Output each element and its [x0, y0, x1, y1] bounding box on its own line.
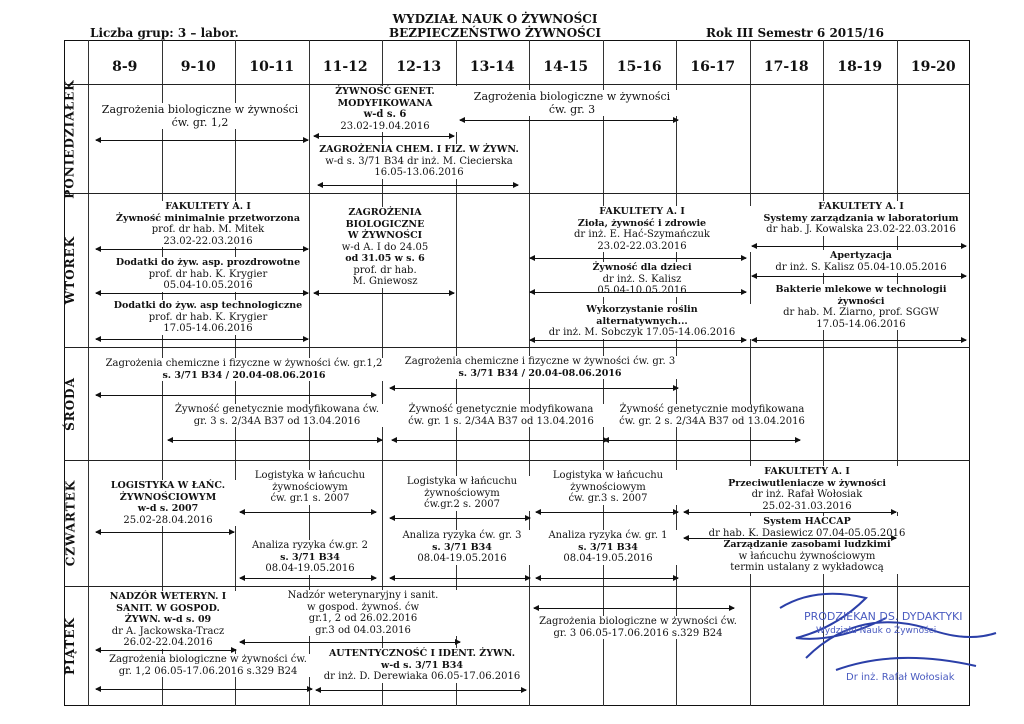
class-block: Zagrożenia biologiczne w żywności ćw. gr. 3 06.05-17.06.2016 s.329 B24 — [536, 616, 740, 639]
program-title: BEZPIECZEŃSTWO ŻYWNOŚCI — [388, 26, 601, 40]
day-thursday: CZWARTEK — [63, 479, 78, 567]
class-block: Zagrożenia chemiczne i fizyczne w żywności ćw. gr. 3 s. 3/71 B34 / 20.04-08.06.2016 — [398, 356, 682, 379]
hour-header: 9-10 — [180, 59, 216, 75]
time-span-arrow — [392, 440, 608, 441]
stamp-line: Dr inż. Rafał Wołosiak — [846, 672, 955, 683]
class-block: Nadzór weterynaryjny i sanit. w gospod. żywnoś. ćw gr.1, 2 od 26.02.2016 gr.3 od 04.03.2016 — [256, 590, 470, 636]
hour-header: 16-17 — [690, 59, 736, 75]
class-block: Zagrożenia biologiczne w żywności ćw. gr. 1,2 — [92, 103, 308, 129]
hour-header: 10-11 — [249, 59, 295, 75]
time-span-arrow — [314, 136, 454, 137]
day-monday: PONIEDZIAŁEK — [63, 78, 78, 199]
class-block: Zagrożenia biologiczne w żywności ćw. gr. 1,2 06.05-17.06.2016 s.329 B24 — [96, 654, 320, 677]
class-block: Logistyka w łańcuchu żywnościowym ćw. gr.1 s. 2007 — [240, 470, 380, 505]
time-span-arrow — [530, 258, 746, 259]
class-block: Żywność genetycznie modyfikowana ćw. gr. 3 s. 2/34A B37 od 13.04.2016 — [168, 404, 386, 427]
stamp-line: Wydziału Nauk o Żywności — [816, 626, 937, 636]
class-block: ZAGROŻENIA CHEM. I FIZ. W ŻYWN. w-d s. 3/71 B34 dr inż. M. Ciecierska 16.05-13.06.2016 — [310, 144, 528, 179]
class-block: Bakterie mlekowe w technologii żywności dr hab. M. Ziarno, prof. SGGW 17.05-14.06.2016 — [756, 284, 966, 330]
time-span-arrow — [316, 690, 526, 691]
day-tuesday: WTOREK — [63, 235, 78, 305]
time-span-arrow — [390, 388, 678, 389]
time-span-arrow — [390, 518, 530, 519]
time-span-arrow — [240, 578, 376, 579]
hour-header: 8-9 — [112, 59, 138, 75]
time-span-arrow — [684, 538, 896, 539]
class-block: Wykorzystanie roślin alternatywnych... dr inż. M. Sobczyk 17.05-14.06.2016 — [530, 304, 754, 339]
time-span-arrow — [530, 340, 746, 341]
hour-header: 15-16 — [616, 59, 662, 75]
day-friday: PIĄTEK — [63, 617, 78, 675]
class-block: ZAGROŻENIA BIOLOGICZNE W ŻYWNOŚCI w-d A. I do 24.05 od 31.05 w s. 6 prof. dr hab. M. Gniewosz — [318, 207, 452, 288]
time-span-arrow — [168, 440, 382, 441]
dean-stamp — [776, 588, 1006, 688]
class-block: FAKULTETY A. I Zioła, żywność i zdrowie dr inż. E. Hać-Szymańczuk 23.02-22.03.2016 — [530, 206, 754, 252]
time-span-arrow — [96, 339, 308, 340]
day-divider — [64, 460, 970, 461]
stamp-line: PRODZIEKAN DS. DYDAKTYKI — [804, 610, 963, 623]
group-count: Liczba grup: 3 – labor. — [90, 26, 239, 40]
time-span-arrow — [604, 440, 800, 441]
class-block: Logistyka w łańcuchu żywnościowym ćw. gr.3 s. 2007 — [536, 470, 680, 505]
class-block: Dodatki do żyw. asp technologiczne prof. dr hab. K. Krygier 17.05-14.06.2016 — [108, 300, 308, 335]
term-label: Rok III Semestr 6 2015/16 — [706, 26, 884, 40]
time-span-arrow — [536, 578, 678, 579]
day-divider — [64, 586, 970, 587]
class-block: FAKULTETY A. I Systemy zarządzania w laboratorium dr hab. J. Kowalska 23.02-22.03.2016 — [756, 201, 966, 236]
time-span-arrow — [536, 512, 678, 513]
time-span-arrow — [390, 578, 530, 579]
class-block: Żywność dla dzieci dr inż. S. Kalisz 05.04-10.05.2016 — [540, 262, 744, 297]
class-block: Analiza ryzyka ćw.gr. 2 s. 3/71 B34 08.04-19.05.2016 — [240, 540, 380, 575]
time-span-arrow — [96, 249, 308, 250]
class-block: Żywność genetycznie modyfikowana ćw. gr. 1 s. 2/34A B37 od 13.04.2016 — [394, 404, 608, 427]
time-span-arrow — [318, 185, 518, 186]
class-block: Logistyka w łańcuchu żywnościowym ćw.gr.2 s. 2007 — [390, 476, 534, 511]
hour-header: 12-13 — [396, 59, 442, 75]
hour-header: 17-18 — [763, 59, 809, 75]
faculty-title: WYDZIAŁ NAUK O ŻYWNOŚCI — [392, 12, 598, 26]
time-span-arrow — [534, 608, 734, 609]
time-span-arrow — [530, 292, 746, 293]
time-span-arrow — [752, 340, 966, 341]
time-span-arrow — [314, 293, 454, 294]
time-span-arrow — [96, 395, 376, 396]
class-block: NADZÓR WETERYN. I SANIT. W GOSPOD. ŻYWN. w-d s. 09 dr A. Jackowska-Tracz 26.02-22.04.2016 — [96, 591, 240, 649]
time-span-arrow — [684, 512, 896, 513]
time-span-arrow — [96, 689, 312, 690]
time-span-arrow — [240, 512, 376, 513]
class-block: Zagrożenia chemiczne i fizyczne w żywności ćw. gr.1,2 s. 3/71 B34 / 20.04-08.06.2016 — [100, 358, 388, 381]
day-wednesday: ŚRODA — [63, 376, 77, 431]
time-span-arrow — [240, 642, 460, 643]
time-span-arrow — [96, 140, 308, 141]
class-block: FAKULTETY A. I Przeciwutleniacze w żywności dr inż. Rafał Wołosiak 25.02-31.03.2016 — [690, 466, 924, 512]
hour-header: 19-20 — [910, 59, 956, 75]
class-block: Dodatki do żyw. asp. prozdrowotne prof. dr hab. K. Krygier 05.04-10.05.2016 — [108, 257, 308, 292]
hour-row-divider — [64, 84, 970, 85]
class-block: Analiza ryzyka ćw. gr. 3 s. 3/71 B34 08.04-19.05.2016 — [390, 530, 534, 565]
time-span-arrow — [752, 246, 966, 247]
hour-header: 13-14 — [469, 59, 515, 75]
class-block: Apertyzacja dr inż. S. Kalisz 05.04-10.05.2016 — [756, 250, 966, 273]
class-block: AUTENTYCZNOŚĆ I IDENT. ŻYWN. w-d s. 3/71 B34 dr inż. D. Derewiaka 06.05-17.06.2016 — [320, 648, 524, 683]
class-block: LOGISTYKA W ŁAŃC. ŻYWNOŚCIOWYM w-d s. 2007 25.02-28.04.2016 — [96, 480, 240, 526]
class-block: FAKULTETY A. I Żywność minimalnie przetworzona prof. dr hab. M. Mitek 23.02-22.03.2016 — [108, 201, 308, 247]
time-span-arrow — [752, 276, 966, 277]
class-block: ŻYWNOŚĆ GENET. MODYFIKOWANA w-d s. 6 23.02-19.04.2016 — [310, 86, 460, 132]
day-divider — [64, 193, 970, 194]
time-span-arrow — [96, 532, 234, 533]
day-divider — [64, 347, 970, 348]
time-span-arrow — [96, 293, 308, 294]
hour-header: 11-12 — [322, 59, 368, 75]
time-span-arrow — [96, 650, 236, 651]
day-column-divider — [88, 40, 89, 706]
hour-header: 18-19 — [837, 59, 883, 75]
hour-column-divider — [750, 40, 751, 706]
class-block: Żywność genetycznie modyfikowana ćw. gr. 2 s. 2/34A B37 od 13.04.2016 — [610, 404, 814, 427]
time-span-arrow — [460, 120, 678, 121]
class-block: System HACCAP dr hab. K. Dasiewicz 07.04-05.05.2016 Zarządzanie zasobami ludzkimi w łańcuchu żywnościowym termin ustalany z wykładowcą — [690, 516, 924, 574]
class-block: Analiza ryzyka ćw. gr. 1 s. 3/71 B34 08.04-19.05.2016 — [536, 530, 680, 565]
hour-header: 14-15 — [543, 59, 589, 75]
class-block: Zagrożenia biologiczne w żywności ćw. gr. 3 — [460, 90, 684, 116]
